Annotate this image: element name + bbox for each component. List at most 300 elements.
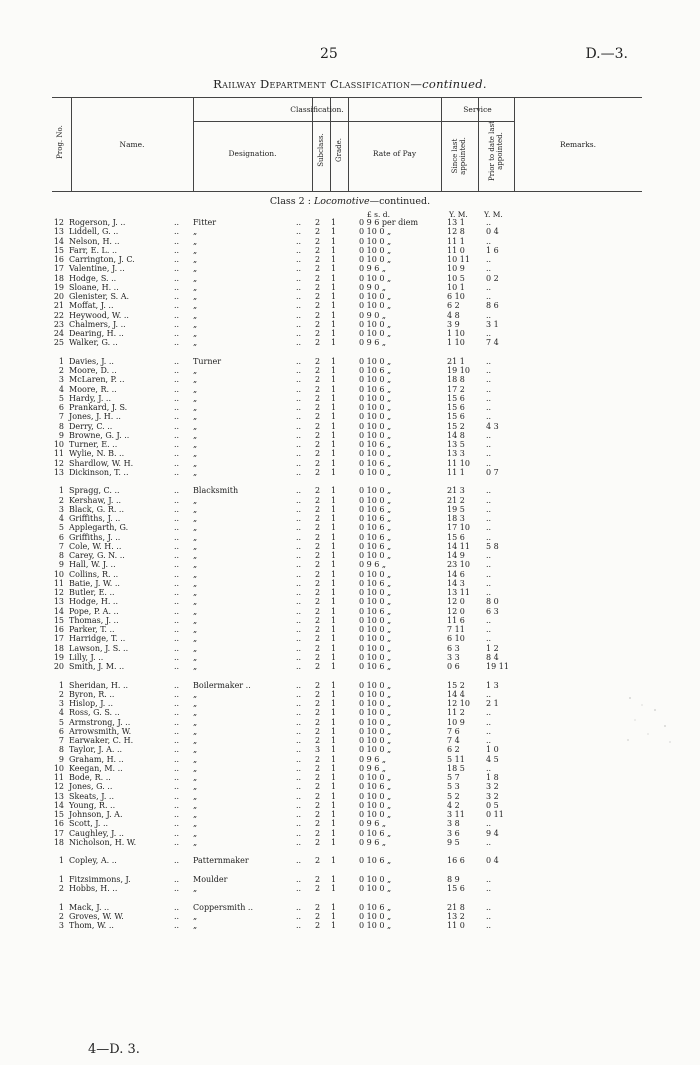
row-grade: 1 bbox=[331, 495, 337, 505]
row-leader-dots: .. bbox=[174, 791, 180, 801]
row-rate-of-pay: 0 10 0 „ bbox=[359, 588, 392, 597]
row-subclass: 2 bbox=[315, 366, 321, 375]
row-designation: „ bbox=[193, 393, 198, 403]
row-rate-of-pay: 0 10 0 „ bbox=[359, 495, 392, 505]
table-row bbox=[0, 496, 700, 505]
row-service-since: 15 6 bbox=[447, 412, 465, 422]
row-service-since: 5 11 bbox=[447, 754, 465, 764]
row-grade: 1 bbox=[331, 523, 337, 533]
row-subclass: 2 bbox=[315, 255, 321, 264]
row-designation: „ bbox=[193, 782, 198, 792]
row-leader-dots: .. bbox=[174, 819, 180, 829]
row-service-since: 7 11 bbox=[447, 625, 465, 634]
row-service-prior: 1 2 bbox=[486, 643, 499, 653]
row-leader-dots: .. bbox=[296, 523, 302, 533]
row-subclass: 2 bbox=[315, 449, 321, 459]
row-subclass: 2 bbox=[315, 634, 321, 644]
row-leader-dots: .. bbox=[174, 384, 180, 394]
row-leader-dots: .. bbox=[174, 236, 180, 246]
row-subclass: 2 bbox=[315, 218, 321, 227]
row-prog-no: 20 bbox=[53, 292, 64, 301]
row-name: Spragg, C. .. bbox=[69, 486, 120, 496]
row-leader-dots: .. bbox=[174, 689, 180, 699]
row-service-since: 18 5 bbox=[447, 763, 465, 773]
row-leader-dots: .. bbox=[174, 218, 180, 227]
table-row bbox=[0, 764, 700, 773]
row-designation: „ bbox=[193, 588, 198, 597]
row-rate-of-pay: 0 10 0 „ bbox=[359, 375, 392, 385]
row-designation: „ bbox=[193, 273, 198, 283]
row-leader-dots: .. bbox=[296, 273, 302, 283]
row-name: Thom, W. .. bbox=[69, 921, 114, 930]
row-name: Moore, R. .. bbox=[69, 384, 117, 394]
row-service-prior: 0 4 bbox=[486, 227, 499, 237]
row-prog-no: 7 bbox=[58, 412, 64, 422]
row-grade: 1 bbox=[331, 236, 337, 246]
row-designation: „ bbox=[193, 329, 198, 338]
row-prog-no: 1 bbox=[58, 486, 64, 496]
row-prog-no: 1 bbox=[58, 874, 64, 884]
row-leader-dots: .. bbox=[296, 541, 302, 551]
row-subclass: 2 bbox=[315, 393, 321, 403]
row-leader-dots: .. bbox=[296, 255, 302, 264]
row-subclass: 2 bbox=[315, 467, 321, 477]
row-service-since: 10 9 bbox=[447, 264, 465, 274]
row-service-prior: .. bbox=[486, 310, 492, 320]
row-leader-dots: .. bbox=[174, 458, 180, 468]
group-gap bbox=[0, 348, 700, 357]
row-prog-no: 4 bbox=[58, 514, 64, 523]
row-subclass: 2 bbox=[315, 440, 321, 449]
row-subclass: 2 bbox=[315, 652, 321, 662]
row-prog-no: 19 bbox=[53, 282, 64, 292]
row-designation: „ bbox=[193, 652, 198, 662]
row-prog-no: 2 bbox=[58, 495, 64, 505]
row-service-prior: .. bbox=[486, 569, 492, 579]
row-leader-dots: .. bbox=[296, 486, 302, 496]
row-designation: „ bbox=[193, 754, 198, 764]
row-service-since: 21 2 bbox=[447, 495, 465, 505]
units-money: £ s. d. bbox=[367, 210, 390, 219]
row-designation: „ bbox=[193, 578, 198, 588]
row-subclass: 2 bbox=[315, 921, 321, 930]
row-leader-dots: .. bbox=[296, 310, 302, 320]
table-row bbox=[0, 403, 700, 412]
row-service-prior: 8 4 bbox=[486, 652, 499, 662]
row-service-since: 13 11 bbox=[447, 588, 470, 597]
row-prog-no: 11 bbox=[53, 773, 64, 782]
table-row bbox=[0, 634, 700, 643]
row-grade: 1 bbox=[331, 412, 337, 422]
table-row bbox=[0, 727, 700, 736]
row-prog-no: 2 bbox=[58, 366, 64, 375]
row-service-prior: .. bbox=[486, 884, 492, 893]
row-service-since: 15 6 bbox=[447, 884, 465, 893]
row-subclass: 2 bbox=[315, 588, 321, 597]
row-name: Black, G. R. .. bbox=[69, 504, 125, 514]
row-service-prior: 5 8 bbox=[486, 541, 499, 551]
table-row bbox=[0, 579, 700, 588]
row-service-prior: 0 11 bbox=[486, 810, 504, 819]
row-leader-dots: .. bbox=[296, 652, 302, 662]
row-grade: 1 bbox=[331, 338, 337, 348]
row-grade: 1 bbox=[331, 856, 337, 866]
row-leader-dots: .. bbox=[296, 782, 302, 792]
row-leader-dots: .. bbox=[174, 588, 180, 597]
row-leader-dots: .. bbox=[296, 736, 302, 745]
row-service-prior: .. bbox=[486, 514, 492, 523]
row-service-prior: .. bbox=[486, 440, 492, 449]
row-leader-dots: .. bbox=[174, 514, 180, 523]
row-designation: „ bbox=[193, 708, 198, 718]
row-rate-of-pay: 0 9 0 „ bbox=[359, 282, 387, 292]
row-grade: 1 bbox=[331, 837, 337, 847]
row-service-since: 4 2 bbox=[447, 800, 460, 810]
row-prog-no: 17 bbox=[53, 828, 64, 838]
row-prog-no: 20 bbox=[53, 662, 64, 671]
row-subclass: 2 bbox=[315, 625, 321, 634]
row-leader-dots: .. bbox=[296, 606, 302, 616]
units-prior: Y. M. bbox=[484, 210, 503, 219]
row-rate-of-pay: 0 9 6 „ bbox=[359, 754, 387, 764]
table-row bbox=[0, 903, 700, 912]
row-prog-no: 10 bbox=[53, 569, 64, 579]
row-designation: „ bbox=[193, 236, 198, 246]
row-subclass: 2 bbox=[315, 384, 321, 394]
row-prog-no: 17 bbox=[53, 634, 64, 644]
group-gap bbox=[0, 866, 700, 875]
row-name: Davies, J. .. bbox=[69, 356, 114, 366]
row-leader-dots: .. bbox=[174, 921, 180, 930]
row-designation: „ bbox=[193, 504, 198, 514]
row-leader-dots: .. bbox=[296, 467, 302, 477]
row-grade: 1 bbox=[331, 689, 337, 699]
row-designation: „ bbox=[193, 569, 198, 579]
table-header bbox=[52, 97, 642, 192]
row-leader-dots: .. bbox=[174, 319, 180, 329]
row-grade: 1 bbox=[331, 782, 337, 792]
row-rate-of-pay: 0 9 6 „ bbox=[359, 763, 387, 773]
table-row bbox=[0, 653, 700, 662]
row-subclass: 2 bbox=[315, 800, 321, 810]
row-designation: „ bbox=[193, 726, 198, 736]
row-rate-of-pay: 0 10 0 „ bbox=[359, 810, 392, 819]
col-classification: Classification. bbox=[290, 105, 344, 114]
row-leader-dots: .. bbox=[296, 329, 302, 338]
row-rate-of-pay: 0 10 0 „ bbox=[359, 393, 392, 403]
row-leader-dots: .. bbox=[296, 551, 302, 560]
row-service-prior: .. bbox=[486, 403, 492, 412]
row-name: Applegarth, G. bbox=[69, 523, 129, 533]
table-row bbox=[0, 459, 700, 468]
table-row bbox=[0, 921, 700, 930]
row-service-prior: 3 1 bbox=[486, 319, 499, 329]
row-leader-dots: .. bbox=[296, 384, 302, 394]
row-service-since: 12 0 bbox=[447, 597, 465, 607]
row-designation: „ bbox=[193, 403, 198, 412]
row-designation: „ bbox=[193, 255, 198, 264]
row-service-since: 12 10 bbox=[447, 699, 470, 708]
row-service-since: 6 3 bbox=[447, 643, 460, 653]
row-leader-dots: .. bbox=[174, 403, 180, 412]
row-grade: 1 bbox=[331, 421, 337, 431]
row-leader-dots: .. bbox=[296, 884, 302, 893]
row-designation: „ bbox=[193, 495, 198, 505]
row-grade: 1 bbox=[331, 449, 337, 459]
row-rate-of-pay: 0 10 0 „ bbox=[359, 486, 392, 496]
row-prog-no: 3 bbox=[58, 504, 64, 514]
row-grade: 1 bbox=[331, 504, 337, 514]
row-designation: Turner bbox=[193, 356, 222, 366]
row-subclass: 2 bbox=[315, 329, 321, 338]
row-leader-dots: .. bbox=[174, 551, 180, 560]
row-designation: „ bbox=[193, 662, 198, 671]
group-gap bbox=[0, 893, 700, 902]
row-rate-of-pay: 0 9 0 „ bbox=[359, 310, 387, 320]
row-rate-of-pay: 0 10 0 „ bbox=[359, 569, 392, 579]
row-service-prior: 4 5 bbox=[486, 754, 499, 764]
row-leader-dots: .. bbox=[174, 606, 180, 616]
row-grade: 1 bbox=[331, 366, 337, 375]
row-subclass: 2 bbox=[315, 356, 321, 366]
row-rate-of-pay: 0 10 0 „ bbox=[359, 708, 392, 718]
row-designation: „ bbox=[193, 430, 198, 440]
row-designation: „ bbox=[193, 837, 198, 847]
row-name: Johnson, J. A. bbox=[69, 810, 123, 819]
row-leader-dots: .. bbox=[296, 430, 302, 440]
row-leader-dots: .. bbox=[174, 874, 180, 884]
row-name: Hislop, J. .. bbox=[69, 699, 113, 708]
section-suffix: —continued. bbox=[369, 196, 431, 207]
row-grade: 1 bbox=[331, 255, 337, 264]
table-row bbox=[0, 912, 700, 921]
row-grade: 1 bbox=[331, 375, 337, 385]
row-service-prior: .. bbox=[486, 356, 492, 366]
row-service-since: 18 8 bbox=[447, 375, 465, 385]
row-service-prior: .. bbox=[486, 366, 492, 375]
table-row bbox=[0, 551, 700, 560]
row-leader-dots: .. bbox=[174, 726, 180, 736]
row-prog-no: 19 bbox=[53, 652, 64, 662]
row-service-prior: 8 6 bbox=[486, 301, 499, 311]
row-grade: 1 bbox=[331, 699, 337, 708]
row-service-since: 21 3 bbox=[447, 486, 465, 496]
row-service-since: 10 9 bbox=[447, 717, 465, 727]
row-service-since: 1 10 bbox=[447, 338, 465, 348]
row-leader-dots: .. bbox=[296, 366, 302, 375]
table-row bbox=[0, 616, 700, 625]
row-service-since: 17 2 bbox=[447, 384, 465, 394]
row-leader-dots: .. bbox=[296, 791, 302, 801]
table-row bbox=[0, 755, 700, 764]
row-rate-of-pay: 0 10 6 „ bbox=[359, 578, 392, 588]
row-service-since: 13 5 bbox=[447, 440, 465, 449]
row-prog-no: 3 bbox=[58, 921, 64, 930]
row-leader-dots: .. bbox=[296, 218, 302, 227]
row-name: Walker, G. .. bbox=[69, 338, 118, 348]
row-leader-dots: .. bbox=[174, 634, 180, 644]
row-designation: „ bbox=[193, 791, 198, 801]
row-leader-dots: .. bbox=[174, 329, 180, 338]
row-leader-dots: .. bbox=[296, 440, 302, 449]
row-leader-dots: .. bbox=[174, 375, 180, 385]
row-designation: „ bbox=[193, 597, 198, 607]
row-leader-dots: .. bbox=[296, 421, 302, 431]
row-service-prior: .. bbox=[486, 819, 492, 829]
row-leader-dots: .. bbox=[174, 421, 180, 431]
row-service-since: 14 6 bbox=[447, 569, 465, 579]
table-row bbox=[0, 607, 700, 616]
row-rate-of-pay: 0 10 6 „ bbox=[359, 532, 392, 542]
row-rate-of-pay: 0 10 0 „ bbox=[359, 625, 392, 634]
row-designation: „ bbox=[193, 421, 198, 431]
row-subclass: 2 bbox=[315, 375, 321, 385]
row-service-since: 15 2 bbox=[447, 680, 465, 690]
table-row bbox=[0, 329, 700, 338]
row-rate-of-pay: 0 10 0 „ bbox=[359, 634, 392, 644]
row-service-prior: .. bbox=[486, 449, 492, 459]
row-leader-dots: .. bbox=[296, 403, 302, 412]
table-row bbox=[0, 449, 700, 458]
row-subclass: 2 bbox=[315, 708, 321, 718]
row-service-prior: .. bbox=[486, 578, 492, 588]
row-service-prior: .. bbox=[486, 532, 492, 542]
row-designation: „ bbox=[193, 810, 198, 819]
row-rate-of-pay: 0 10 0 „ bbox=[359, 680, 392, 690]
row-service-since: 17 10 bbox=[447, 523, 470, 533]
row-designation: „ bbox=[193, 301, 198, 311]
row-prog-no: 7 bbox=[58, 541, 64, 551]
row-name: Keegan, M. .. bbox=[69, 763, 123, 773]
row-grade: 1 bbox=[331, 773, 337, 782]
row-prog-no: 6 bbox=[58, 403, 64, 412]
scan-specks bbox=[620, 690, 680, 750]
row-prog-no: 15 bbox=[53, 615, 64, 625]
row-subclass: 2 bbox=[315, 551, 321, 560]
row-subclass: 2 bbox=[315, 282, 321, 292]
row-name: Copley, A. .. bbox=[69, 856, 117, 866]
row-rate-of-pay: 0 10 6 „ bbox=[359, 606, 392, 616]
row-rate-of-pay: 0 10 0 „ bbox=[359, 791, 392, 801]
row-subclass: 2 bbox=[315, 911, 321, 921]
row-service-prior: .. bbox=[486, 384, 492, 394]
row-name: Farr, E. L. .. bbox=[69, 245, 118, 255]
row-service-prior: .. bbox=[486, 282, 492, 292]
row-rate-of-pay: 0 10 0 „ bbox=[359, 301, 392, 311]
col-since-last: Since last appointed. bbox=[451, 137, 467, 175]
row-service-since: 14 4 bbox=[447, 689, 465, 699]
row-rate-of-pay: 0 10 6 „ bbox=[359, 458, 392, 468]
row-name: Jones, J. H. .. bbox=[69, 412, 121, 422]
row-subclass: 2 bbox=[315, 523, 321, 533]
table-row bbox=[0, 875, 700, 884]
row-service-prior: .. bbox=[486, 523, 492, 533]
row-subclass: 2 bbox=[315, 495, 321, 505]
row-service-since: 6 2 bbox=[447, 745, 460, 755]
group-gap bbox=[0, 671, 700, 680]
row-designation: „ bbox=[193, 921, 198, 930]
row-service-since: 23 10 bbox=[447, 560, 470, 570]
row-grade: 1 bbox=[331, 800, 337, 810]
row-subclass: 2 bbox=[315, 412, 321, 422]
row-prog-no: 22 bbox=[53, 310, 64, 320]
row-prog-no: 16 bbox=[53, 819, 64, 829]
row-rate-of-pay: 0 9 6 „ bbox=[359, 819, 387, 829]
table-row bbox=[0, 533, 700, 542]
row-prog-no: 10 bbox=[53, 763, 64, 773]
row-grade: 1 bbox=[331, 717, 337, 727]
row-prog-no: 8 bbox=[58, 421, 64, 431]
row-leader-dots: .. bbox=[296, 773, 302, 782]
row-grade: 1 bbox=[331, 329, 337, 338]
row-designation: „ bbox=[193, 819, 198, 829]
row-service-since: 14 11 bbox=[447, 541, 470, 551]
row-leader-dots: .. bbox=[174, 282, 180, 292]
row-name: Batie, J. W. .. bbox=[69, 578, 120, 588]
row-subclass: 2 bbox=[315, 791, 321, 801]
row-grade: 1 bbox=[331, 634, 337, 644]
row-service-prior: .. bbox=[486, 329, 492, 338]
row-service-since: 13 3 bbox=[447, 449, 465, 459]
row-name: Turner, E. .. bbox=[69, 440, 118, 449]
row-service-since: 16 6 bbox=[447, 856, 465, 866]
row-leader-dots: .. bbox=[296, 680, 302, 690]
row-rate-of-pay: 0 10 0 „ bbox=[359, 412, 392, 422]
row-designation: Moulder bbox=[193, 874, 228, 884]
row-leader-dots: .. bbox=[296, 699, 302, 708]
table-row bbox=[0, 570, 700, 579]
row-leader-dots: .. bbox=[296, 375, 302, 385]
section-title bbox=[0, 196, 700, 207]
row-prog-no: 5 bbox=[58, 393, 64, 403]
row-name: Cole, W. H. .. bbox=[69, 541, 122, 551]
row-grade: 1 bbox=[331, 680, 337, 690]
row-leader-dots: .. bbox=[174, 708, 180, 718]
row-leader-dots: .. bbox=[174, 227, 180, 237]
row-name: Earwaker, C. H. bbox=[69, 736, 134, 745]
row-service-prior: .. bbox=[486, 708, 492, 718]
row-designation: „ bbox=[193, 384, 198, 394]
row-prog-no: 18 bbox=[53, 273, 64, 283]
row-rate-of-pay: 0 10 0 „ bbox=[359, 884, 392, 893]
row-service-prior: 1 6 bbox=[486, 245, 499, 255]
row-leader-dots: .. bbox=[174, 486, 180, 496]
row-service-since: 7 6 bbox=[447, 726, 460, 736]
row-leader-dots: .. bbox=[296, 393, 302, 403]
row-subclass: 2 bbox=[315, 292, 321, 301]
row-leader-dots: .. bbox=[174, 597, 180, 607]
row-prog-no: 16 bbox=[53, 255, 64, 264]
row-subclass: 2 bbox=[315, 736, 321, 745]
row-leader-dots: .. bbox=[174, 440, 180, 449]
row-designation: „ bbox=[193, 625, 198, 634]
row-leader-dots: .. bbox=[174, 884, 180, 893]
row-service-since: 3 11 bbox=[447, 810, 465, 819]
row-prog-no: 6 bbox=[58, 726, 64, 736]
row-service-prior: .. bbox=[486, 726, 492, 736]
row-grade: 1 bbox=[331, 560, 337, 570]
row-designation: „ bbox=[193, 911, 198, 921]
table-row bbox=[0, 468, 700, 477]
row-grade: 1 bbox=[331, 273, 337, 283]
table-row bbox=[0, 292, 700, 301]
row-prog-no: 4 bbox=[58, 708, 64, 718]
table-row bbox=[0, 588, 700, 597]
table-row bbox=[0, 884, 700, 893]
row-grade: 1 bbox=[331, 763, 337, 773]
row-subclass: 2 bbox=[315, 606, 321, 616]
row-name: Hodge, S. .. bbox=[69, 273, 117, 283]
